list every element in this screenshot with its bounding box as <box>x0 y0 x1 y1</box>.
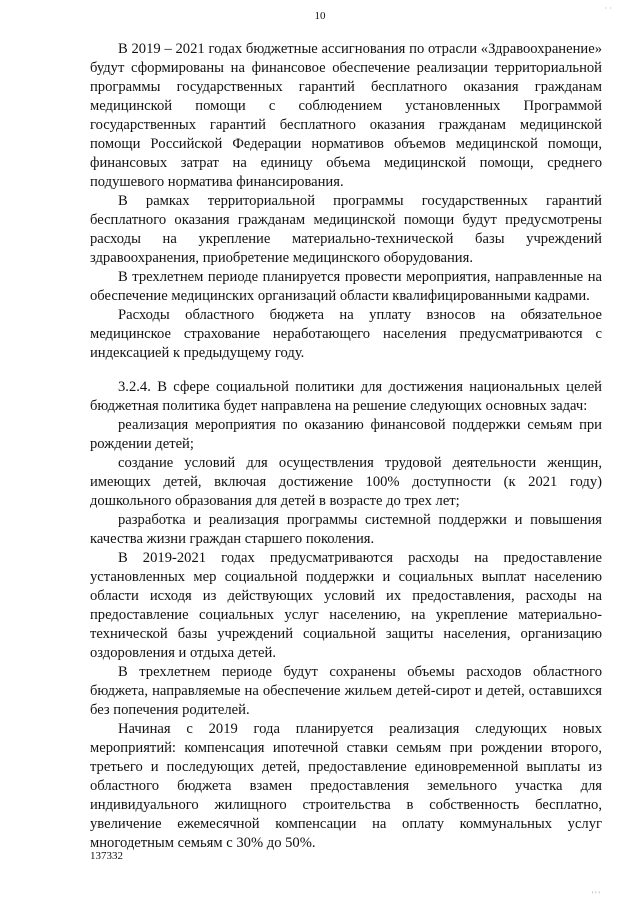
scan-mark-bottom: ' ' ' <box>591 890 600 899</box>
paragraph-social-expenditures: В 2019-2021 годах предусматриваются расходы на предоставление установленных мер социальной поддержки и социальных выплат населению области исходя из действующих условий их предоставления, расходы на предоставление социальных услуг населению, на укрепление материально-технической базы учреждений социальной защиты населения, организацию оздоровления и отдыха детей. <box>90 550 602 661</box>
document-code: 137332 <box>90 850 123 862</box>
scan-mark-top: · · <box>604 4 612 13</box>
paragraph-territorial-program: В рамках территориальной программы государственных гарантий бесплатного оказания гражданам медицинской помощи будут предусмотрены расходы на укрепление материально-технической базы учреждений здравоохранения, приобретение медицинского оборудования. <box>90 193 602 266</box>
list-item-women-employment: создание условий для осуществления трудовой деятельности женщин, имеющих детей, включая достижение 100% доступности (к 2021 году) дошкольного образования для детей в возрасте до трех лет; <box>90 455 602 509</box>
paragraph-medical-staff: В трехлетнем периоде планируется провести мероприятия, направленные на обеспечение медицинских организаций области квалифицированными кадрами. <box>90 269 602 304</box>
paragraph-social-policy-heading: 3.2.4. В сфере социальной политики для достижения национальных целей бюджетная политика будет направлена на решение следующих основных задач: <box>90 379 602 414</box>
document-body <box>90 40 602 853</box>
page-number: 10 <box>314 10 326 22</box>
paragraph-healthcare-allocations: В 2019 – 2021 годах бюджетные ассигнования по отрасли «Здравоохранение» будут сформированы на финансовое обеспечение реализации территориальной программы государственных гарантий бесплатного оказания гражданам медицинской помощи с соблюдением установленных Программой государственных гарантий бесплатного оказания гражданам медицинской помощи Российской Федерации нормативов объемов медицинской помощи, финансовых затрат на единицу объема медицинской помощи, среднего подушевого норматива финансирования. <box>90 41 602 190</box>
paragraph-orphan-housing: В трехлетнем периоде будут сохранены объемы расходов областного бюджета, направляемые на обеспечение жильем детей-сирот и детей, оставшихся без попечения родителей. <box>90 664 602 718</box>
paragraph-insurance-contributions: Расходы областного бюджета на уплату взносов на обязательное медицинское страхование неработающего населения предусматриваются с индексацией к предыдущему году. <box>90 307 602 361</box>
list-item-family-support: реализация мероприятия по оказанию финансовой поддержки семьям при рождении детей; <box>90 417 602 452</box>
paragraph-new-measures: Начиная с 2019 года планируется реализация следующих новых мероприятий: компенсация ипотечной ставки семьям при рождении второго, третьего и последующих детей, предоставление единовременной выплаты из областного бюджета взамен предоставления земельного участка для индивидуального жилищного строительства в собственность бесплатно, увеличение ежемесячной компенсации на оплату коммунальных услуг многодетным семьям с 30% до 50%. <box>90 721 602 851</box>
list-item-elderly-program: разработка и реализация программы системной поддержки и повышения качества жизни граждан старшего поколения. <box>90 512 602 547</box>
